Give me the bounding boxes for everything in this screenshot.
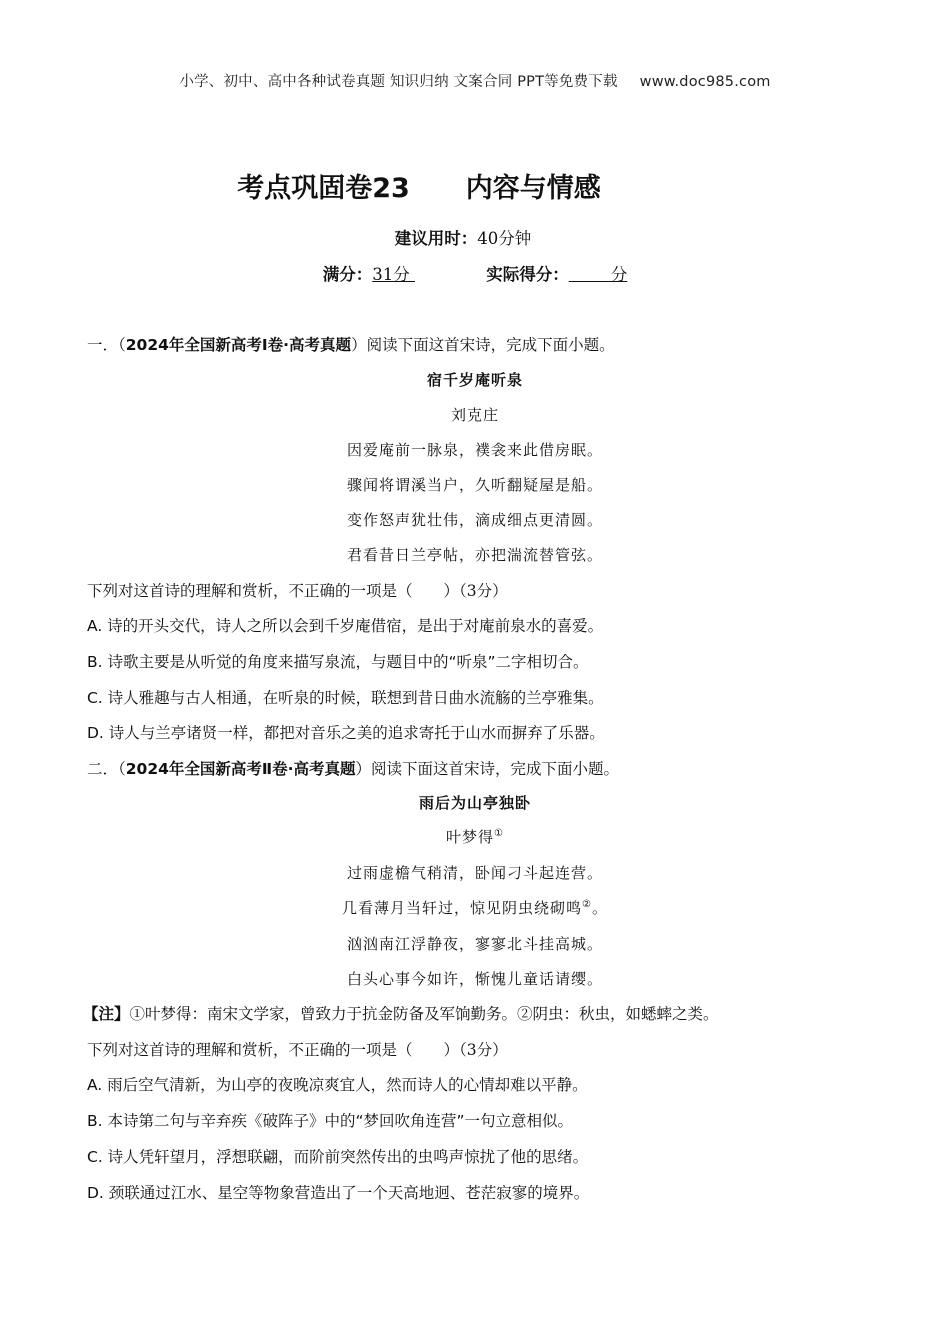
q1-poem-line: 骤闻将谓溪当户，久听翻疑屋是船。 xyxy=(346,476,603,494)
q2-intro: ）阅读下面这首宋诗，完成下面小题。 xyxy=(355,760,620,778)
actual-score-blank: 分 xyxy=(568,265,628,284)
score-line xyxy=(0,261,950,285)
q1-option-c[interactable]: C. 诗人雅趣与古人相通，在听泉的时候，联想到昔日曲水流觞的兰亭雅集。 xyxy=(87,689,604,707)
q1-option-d[interactable]: D. 诗人与兰亭诸贤一样，都把对音乐之美的追求寄托于山水而摒弃了乐器。 xyxy=(87,724,605,742)
q2-option-d[interactable]: D. 颈联通过江水、星空等物象营造出了一个天高地迥、苍茫寂寥的境界。 xyxy=(87,1184,590,1202)
q1-heading xyxy=(87,333,615,355)
footnote-marker: ① xyxy=(494,828,504,839)
q1-option-a[interactable]: A. 诗的开头交代，诗人之所以会到千岁庵借宿，是出于对庵前泉水的喜爱。 xyxy=(87,617,604,635)
q2-line2-text: 几看薄月当轩过，惊见阴虫绕砌鸣 xyxy=(342,899,583,917)
actual-score-label: 实际得分： xyxy=(486,265,569,284)
q2-poem-title: 雨后为山亭独卧 xyxy=(418,794,531,812)
header-text: 小学、初中、高中各种试卷真题 知识归纳 文案合同 PPT等免费下载 xyxy=(179,74,618,90)
q1-option-b[interactable]: B. 诗歌主要是从听觉的角度来描写泉流，与题目中的“听泉”二字相切合。 xyxy=(87,653,589,671)
q1-number: 一．（ xyxy=(87,336,126,354)
q2-option-b[interactable]: B. 本诗第二句与辛弃疾《破阵子》中的“梦回吹角连营”一句立意相似。 xyxy=(87,1112,574,1130)
q1-poem-author: 刘克庄 xyxy=(450,406,499,424)
q1-intro: ）阅读下面这首宋诗，完成下面小题。 xyxy=(351,336,615,354)
q1-poem-title: 宿千岁庵听泉 xyxy=(426,371,523,389)
note-text: ①叶梦得：南宋文学家，曾致力于抗金防备及军饷勤务。②阴虫：秋虫，如蟋蟀之类。 xyxy=(129,1005,719,1023)
page-header xyxy=(0,70,950,91)
q2-poem-author xyxy=(0,826,950,847)
q1-poem-line: 君看昔日兰亭帖，亦把湍流替管弦。 xyxy=(346,546,603,564)
suggested-time xyxy=(0,225,938,249)
header-site-link[interactable]: www.doc985.com xyxy=(639,74,771,90)
q2-option-a[interactable]: A. 雨后空气清新，为山亭的夜晚凉爽宜人，然而诗人的心情却难以平静。 xyxy=(87,1076,588,1094)
q2-stem: 下列对这首诗的理解和赏析，不正确的一项是（ ）（3分） xyxy=(87,1041,508,1059)
time-label: 建议用时： xyxy=(394,229,478,248)
q1-poem-line: 变作怒声犹壮伟，滴成细点更清圆。 xyxy=(346,511,603,529)
footnote-marker: ② xyxy=(582,899,592,910)
q2-option-c[interactable]: C. 诗人凭轩望月，浮想联翩，而阶前突然传出的虫鸣声惊扰了他的思绪。 xyxy=(87,1148,589,1166)
q2-heading xyxy=(87,757,619,779)
note-label: 【注】 xyxy=(83,1005,130,1023)
q2-author-name: 叶梦得 xyxy=(446,828,495,846)
title-right: 内容与情感 xyxy=(465,173,601,204)
time-value: 40分钟 xyxy=(477,229,532,248)
title-left: 考点巩固卷23 xyxy=(237,173,410,204)
full-score-value: 31分 xyxy=(372,265,416,284)
q2-poem-line: 汹汹南江浮静夜，寥寥北斗挂高城。 xyxy=(346,935,603,953)
q2-note xyxy=(83,1002,719,1024)
q1-source: 2024年全国新高考Ⅰ卷·高考真题 xyxy=(125,336,352,354)
q2-source: 2024年全国新高考Ⅱ卷·高考真题 xyxy=(125,760,356,778)
q2-poem-line: 白头心事今如许，惭愧儿童话请缨。 xyxy=(346,970,603,988)
q2-line2-end: 。 xyxy=(591,899,608,917)
page-title xyxy=(0,166,838,205)
q2-poem-line: 过雨虚檐气稍清，卧闻刁斗起连营。 xyxy=(346,864,603,882)
q2-number: 二．（ xyxy=(87,760,126,778)
q1-poem-line: 因爱庵前一脉泉，襆衾来此借房眠。 xyxy=(346,441,603,459)
full-score-label: 满分： xyxy=(322,265,373,284)
q1-stem: 下列对这首诗的理解和赏析，不正确的一项是（ ）（3分） xyxy=(87,582,508,600)
q2-poem-line xyxy=(0,897,950,918)
